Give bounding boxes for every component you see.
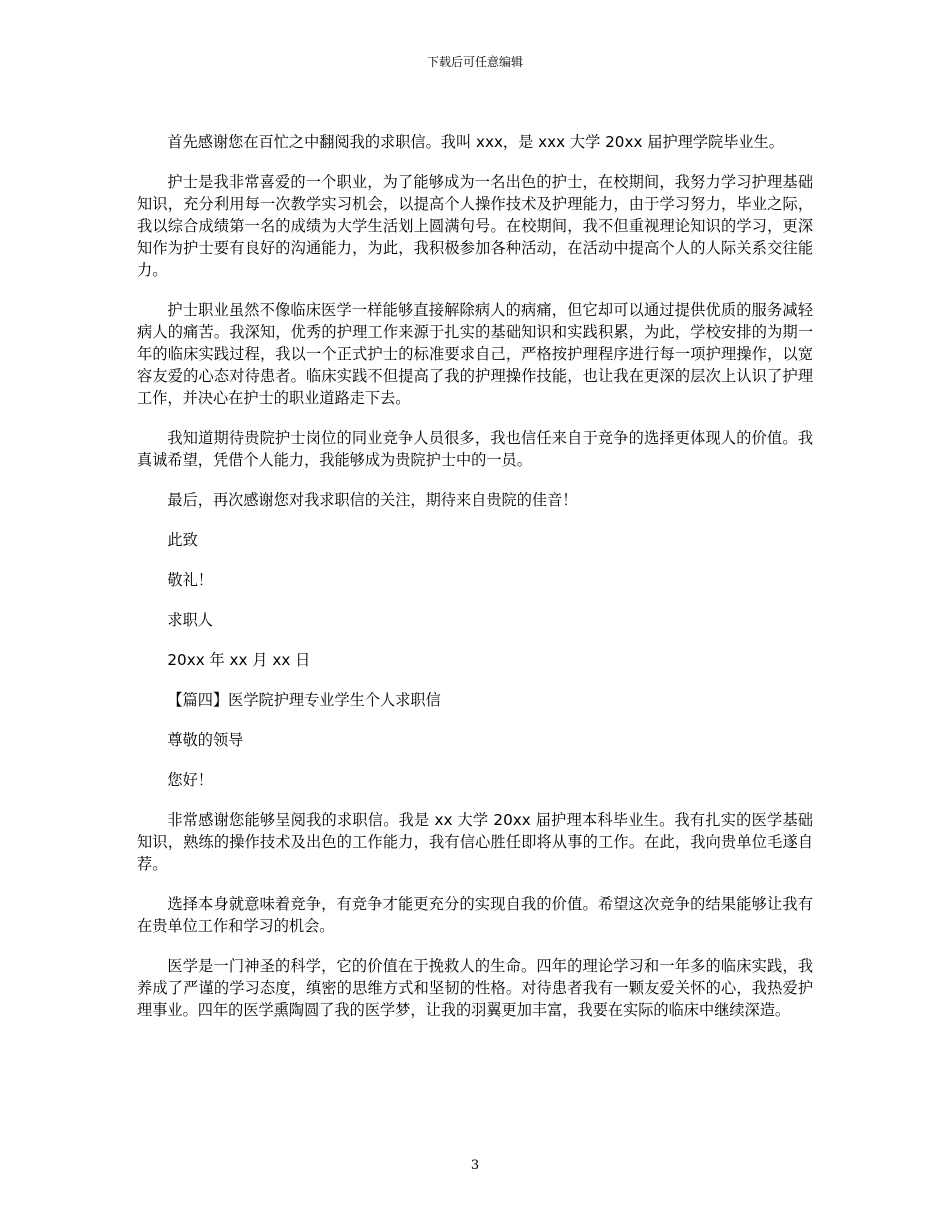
paragraph-competition: 我知道期待贵院护士岗位的同业竞争人员很多，我也信任来自于竞争的选择更体现人的价值。我真诚希望，凭借个人能力，我能够成为贵院护士中的一员。 bbox=[137, 429, 813, 469]
paragraph-thanks: 首先感谢您在百忙之中翻阅我的求职信。我叫 xxx，是 xxx 大学 20xx 届护理学院毕业生。 bbox=[167, 133, 784, 151]
paragraph-clinical-practice: 护士职业虽然不像临床医学一样能够直接解除病人的病痛，但它却可以通过提供优质的服务减轻病人的痛苦。我深知，优秀的护理工作来源于扎实的基础知识和实践积累，为此，学校安排的为期一年的临床实践过程，我以一个正式护士的标准要求自己，严格按护理程序进行每一项护理操作，以宽容友爱的心态对待患者。临床实践不但提高了我的护理操作技能，也让我在更深的层次上认识了护理工作，并决心在护士的职业道路走下去。 bbox=[137, 301, 813, 407]
signature-applicant: 求职人 bbox=[167, 611, 213, 629]
letter-body bbox=[137, 131, 813, 1021]
signature-date: 20xx 年 xx 月 xx 日 bbox=[167, 651, 311, 669]
paragraph-introduction: 非常感谢您能够呈阅我的求职信。我是 xx 大学 20xx 届护理本科毕业生。我有扎实的医学基础知识，熟练的操作技术及出色的工作能力，我有信心胜任即将从事的工作。在此，我向贵单位毛遂自荐。 bbox=[137, 811, 813, 873]
page-number: 3 bbox=[470, 1158, 480, 1173]
salutation-jingli: 敬礼！ bbox=[167, 571, 213, 589]
salutation-cizhi: 此致 bbox=[167, 531, 198, 549]
page-header: 下载后可任意编辑 bbox=[426, 55, 523, 69]
paragraph-medicine: 医学是一门神圣的科学，它的价值在于挽救人的生命。四年的理论学习和一年多的临床实践，我养成了严谨的学习态度，缜密的思维方式和坚韧的性格。对待患者我有一颗友爱关怀的心，我热爱护理事业。四年的医学熏陶圆了我的医学梦，让我的羽翼更加丰富，我要在实际的临床中继续深造。 bbox=[137, 957, 813, 1019]
paragraph-closing-thanks: 最后，再次感谢您对我求职信的关注，期待来自贵院的佳音！ bbox=[167, 491, 578, 509]
greeting-hello: 您好！ bbox=[167, 771, 213, 789]
section-title: 【篇四】医学院护理专业学生个人求职信 bbox=[167, 691, 441, 709]
paragraph-choice: 选择本身就意味着竞争，有竞争才能更充分的实现自我的价值。希望这次竞争的结果能够让我有在贵单位工作和学习的机会。 bbox=[137, 895, 813, 935]
greeting-recipient: 尊敬的领导 bbox=[167, 731, 244, 749]
paragraph-nursing-career: 护士是我非常喜爱的一个职业，为了能够成为一名出色的护士，在校期间，我努力学习护理基础知识，充分利用每一次教学实习机会，以提高个人操作技术及护理能力，由于学习努力，毕业之际，我以综合成绩第一名的成绩为大学生活划上圆满句号。在校期间，我不但重视理论知识的学习，更深知作为护士要有良好的沟通能力，为此，我积极参加各种活动，在活动中提高个人的人际关系交往能力。 bbox=[137, 173, 813, 279]
